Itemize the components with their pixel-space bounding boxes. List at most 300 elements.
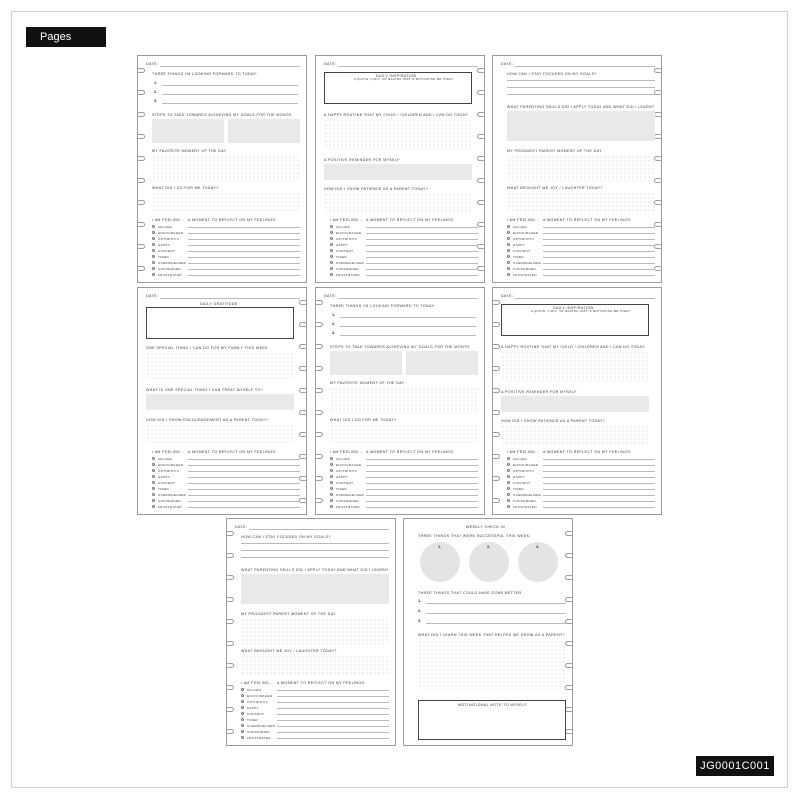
mood-checkbox[interactable] bbox=[507, 481, 510, 484]
feeling-label: I AM FEELING... bbox=[241, 681, 274, 685]
disc-ring bbox=[492, 388, 500, 393]
for-me-label: WHAT DID I DO FOR ME TODAY? bbox=[330, 418, 397, 422]
reflect-line bbox=[277, 738, 389, 739]
mood-label: HAPPY bbox=[513, 242, 526, 247]
mood-checkbox[interactable] bbox=[507, 487, 510, 490]
circle-num-3: 3. bbox=[536, 544, 540, 549]
mood-label: ENCOURAGED bbox=[513, 230, 539, 235]
disc-ring bbox=[137, 200, 145, 205]
reflect-line bbox=[543, 477, 655, 478]
disc-ring bbox=[654, 68, 662, 73]
mood-label: VALUED bbox=[158, 224, 173, 229]
mood-checkbox[interactable] bbox=[330, 255, 333, 258]
reflect-line bbox=[543, 257, 655, 258]
disc-ring-column bbox=[315, 288, 323, 514]
reflect-line bbox=[188, 483, 300, 484]
feeling-label: I AM FEELING... bbox=[152, 218, 185, 222]
goals-label: STEPS TO TAKE TOWARDS ACHIEVING MY GOALS FOR THE MONTH bbox=[330, 345, 470, 349]
reflect-line bbox=[543, 495, 655, 496]
mood-label: FRUSTRATED bbox=[158, 272, 182, 277]
planner-page-5 bbox=[315, 287, 485, 515]
joy-label: WHAT BROUGHT ME JOY / LAUGHTER TODAY? bbox=[241, 649, 337, 653]
mood-label: OVERWHELMED bbox=[158, 492, 187, 497]
disc-ring bbox=[226, 553, 234, 558]
mood-label: FRUSTRATED bbox=[336, 272, 360, 277]
mood-checkbox[interactable] bbox=[152, 243, 155, 246]
disc-ring bbox=[315, 344, 323, 349]
reflect-line bbox=[277, 696, 389, 697]
mood-label: FRUSTRATED bbox=[513, 272, 537, 277]
mood-checkbox[interactable] bbox=[507, 225, 510, 228]
circle-num-1: 1. bbox=[438, 544, 442, 549]
disc-ring bbox=[137, 156, 145, 161]
mood-checkbox[interactable] bbox=[152, 237, 155, 240]
planner-page-2 bbox=[315, 55, 485, 283]
mood-label: VALUED bbox=[513, 456, 528, 461]
mood-checkbox[interactable] bbox=[330, 267, 333, 270]
planner-page-3 bbox=[492, 55, 662, 283]
mood-checkbox[interactable] bbox=[507, 505, 510, 508]
mood-label: CONTENT bbox=[158, 480, 176, 485]
disc-ring bbox=[565, 707, 573, 712]
mood-checkbox[interactable] bbox=[507, 463, 510, 466]
disc-ring bbox=[299, 300, 307, 305]
disc-ring bbox=[299, 454, 307, 459]
date-label: DATE: bbox=[501, 62, 514, 66]
mood-checkbox[interactable] bbox=[330, 469, 333, 472]
disc-ring-column bbox=[226, 519, 234, 745]
disc-ring bbox=[477, 222, 485, 227]
planner-page-6 bbox=[492, 287, 662, 515]
mood-checkbox[interactable] bbox=[330, 457, 333, 460]
reflect-line bbox=[543, 459, 655, 460]
goals-label: STEPS TO TAKE TOWARDS ACHIEVING MY GOALS FOR THE MONTH bbox=[152, 113, 292, 117]
mood-checkbox[interactable] bbox=[152, 463, 155, 466]
mood-checkbox[interactable] bbox=[152, 261, 155, 264]
patience-label: HOW DID I SHOW PATIENCE AS A PARENT TODAY? bbox=[501, 419, 606, 423]
mood-label: HAPPY bbox=[247, 705, 260, 710]
mood-checkbox[interactable] bbox=[241, 718, 244, 721]
disc-ring bbox=[492, 410, 500, 415]
reflect-line bbox=[188, 507, 300, 508]
reflect-line bbox=[188, 459, 300, 460]
mood-label: FRUSTRATED bbox=[247, 735, 271, 740]
disc-ring bbox=[315, 410, 323, 415]
reflect-label: A MOMENT TO REFLECT ON MY FEELINGS: bbox=[543, 218, 632, 222]
disc-ring bbox=[654, 112, 662, 117]
mood-checkbox[interactable] bbox=[507, 475, 510, 478]
mood-label: OVERWHELMED bbox=[513, 492, 542, 497]
inspiration-title: DAILY INSPIRATION bbox=[553, 306, 594, 310]
mood-checkbox[interactable] bbox=[507, 499, 510, 502]
disc-ring bbox=[315, 388, 323, 393]
mood-checkbox[interactable] bbox=[330, 463, 333, 466]
mood-label: OPTIMISTIC bbox=[513, 468, 535, 473]
mood-checkbox[interactable] bbox=[241, 736, 244, 739]
disc-ring bbox=[137, 90, 145, 95]
reflect-line bbox=[366, 483, 478, 484]
mood-label: CONCERNED bbox=[158, 266, 181, 271]
disc-ring bbox=[492, 300, 500, 305]
mood-checkbox[interactable] bbox=[152, 255, 155, 258]
mood-checkbox[interactable] bbox=[152, 499, 155, 502]
circle-num-2: 2. bbox=[487, 544, 491, 549]
disc-ring bbox=[299, 366, 307, 371]
mood-checkbox[interactable] bbox=[330, 493, 333, 496]
mood-label: OVERWHELMED bbox=[336, 492, 365, 497]
disc-ring bbox=[315, 300, 323, 305]
disc-ring bbox=[492, 476, 500, 481]
date-label: DATE: bbox=[146, 294, 159, 298]
disc-ring-column bbox=[477, 56, 485, 282]
disc-ring bbox=[565, 641, 573, 646]
reflect-line bbox=[366, 269, 478, 270]
disc-ring bbox=[299, 498, 307, 503]
reflect-label: A MOMENT TO REFLECT ON MY FEELINGS: bbox=[543, 450, 632, 454]
pages-label: Pages bbox=[26, 27, 106, 47]
patience-label: HOW DID I SHOW PATIENCE AS A PARENT TODAY? bbox=[324, 187, 429, 191]
mood-label: VALUED bbox=[158, 456, 173, 461]
mood-label: CONTENT bbox=[513, 480, 531, 485]
reminder-label: A POSITIVE REMINDER FOR MYSELF bbox=[501, 390, 577, 394]
reflect-line bbox=[188, 275, 300, 276]
mood-checkbox[interactable] bbox=[507, 243, 510, 246]
reflect-label: A MOMENT TO REFLECT ON MY FEELINGS: bbox=[188, 218, 277, 222]
date-label: DATE: bbox=[146, 62, 159, 66]
disc-ring bbox=[226, 685, 234, 690]
routine-label: A HAPPY ROUTINE THAT MY CHILD / CHILDREN AND I CAN DO TODAY bbox=[501, 345, 645, 349]
mood-checkbox[interactable] bbox=[241, 730, 244, 733]
disc-ring bbox=[492, 322, 500, 327]
mood-checkbox[interactable] bbox=[241, 706, 244, 709]
mood-checkbox[interactable] bbox=[330, 505, 333, 508]
mood-checkbox[interactable] bbox=[241, 688, 244, 691]
weekly-title: WEEKLY CHECK-IN bbox=[466, 525, 506, 529]
mood-checkbox[interactable] bbox=[152, 231, 155, 234]
mood-checkbox[interactable] bbox=[507, 457, 510, 460]
disc-ring bbox=[137, 112, 145, 117]
disc-ring bbox=[226, 729, 234, 734]
disc-ring bbox=[654, 200, 662, 205]
disc-ring bbox=[315, 366, 323, 371]
reflect-line bbox=[277, 690, 389, 691]
reflect-label: A MOMENT TO REFLECT ON MY FEELINGS: bbox=[366, 450, 455, 454]
mood-label: CONCERNED bbox=[247, 729, 270, 734]
mood-label: VALUED bbox=[336, 224, 351, 229]
reflect-line bbox=[543, 251, 655, 252]
reflect-line bbox=[366, 257, 478, 258]
looking-forward-label: THREE THINGS I'M LOOKING FORWARD TO TODAY: bbox=[152, 72, 258, 76]
feeling-label: I AM FEELING... bbox=[507, 450, 540, 454]
reflect-line bbox=[188, 477, 300, 478]
disc-ring bbox=[226, 619, 234, 624]
disc-ring-column bbox=[492, 288, 500, 514]
mood-label: HAPPY bbox=[158, 242, 171, 247]
reflect-line bbox=[188, 465, 300, 466]
successful-label: THREE THINGS THAT WERE SUCCESSFUL THIS WEEK: bbox=[418, 534, 531, 538]
reflect-line bbox=[188, 257, 300, 258]
mood-label: OPTIMISTIC bbox=[336, 236, 358, 241]
better-num-3: 3. bbox=[418, 618, 422, 623]
mood-checkbox[interactable] bbox=[507, 273, 510, 276]
mood-label: ENCOURAGED bbox=[513, 462, 539, 467]
mood-checkbox[interactable] bbox=[330, 231, 333, 234]
reflect-line bbox=[543, 263, 655, 264]
disc-ring bbox=[226, 663, 234, 668]
reflect-line bbox=[366, 227, 478, 228]
mood-checkbox[interactable] bbox=[507, 493, 510, 496]
mood-label: CONCERNED bbox=[158, 498, 181, 503]
parenting-skills-label: WHAT PARENTING SKILLS DID I APPLY TODAY AND WHAT DID I LEARN? bbox=[241, 568, 389, 572]
mood-checkbox[interactable] bbox=[241, 694, 244, 697]
mood-label: TIRED bbox=[158, 254, 169, 259]
disc-ring bbox=[492, 498, 500, 503]
gone-better-label: THREE THINGS THAT COULD HAVE GONE BETTER bbox=[418, 591, 522, 595]
mood-label: HAPPY bbox=[336, 242, 349, 247]
mood-checkbox[interactable] bbox=[507, 237, 510, 240]
reflect-line bbox=[543, 227, 655, 228]
reflect-line bbox=[543, 233, 655, 234]
mood-label: TIRED bbox=[336, 254, 347, 259]
reflect-line bbox=[188, 263, 300, 264]
mood-checkbox[interactable] bbox=[330, 237, 333, 240]
disc-ring bbox=[565, 553, 573, 558]
mood-label: CONTENT bbox=[158, 248, 176, 253]
reflect-label: A MOMENT TO REFLECT ON MY FEELINGS: bbox=[188, 450, 277, 454]
mood-label: VALUED bbox=[247, 687, 262, 692]
mood-checkbox[interactable] bbox=[152, 225, 155, 228]
reflect-line bbox=[543, 245, 655, 246]
mood-checkbox[interactable] bbox=[152, 481, 155, 484]
disc-ring bbox=[477, 200, 485, 205]
mood-checkbox[interactable] bbox=[152, 273, 155, 276]
reflect-line bbox=[366, 251, 478, 252]
reflect-line bbox=[188, 233, 300, 234]
reflect-label: A MOMENT TO REFLECT ON MY FEELINGS: bbox=[277, 681, 366, 685]
mood-checkbox[interactable] bbox=[330, 499, 333, 502]
disc-ring bbox=[565, 597, 573, 602]
reflect-line bbox=[188, 227, 300, 228]
mood-label: TIRED bbox=[158, 486, 169, 491]
disc-ring bbox=[137, 68, 145, 73]
date-label: DATE: bbox=[235, 525, 248, 529]
reflect-line bbox=[543, 507, 655, 508]
disc-ring bbox=[477, 68, 485, 73]
reflect-line bbox=[188, 495, 300, 496]
reflect-line bbox=[543, 239, 655, 240]
reflect-line bbox=[543, 489, 655, 490]
mood-checkbox[interactable] bbox=[330, 249, 333, 252]
reflect-line bbox=[366, 459, 478, 460]
feeling-label: I AM FEELING... bbox=[330, 218, 363, 222]
mood-label: ENCOURAGED bbox=[247, 693, 273, 698]
reflect-line bbox=[366, 477, 478, 478]
disc-ring bbox=[137, 134, 145, 139]
reflect-line bbox=[188, 239, 300, 240]
disc-ring bbox=[315, 498, 323, 503]
parenting-skills-label: WHAT PARENTING SKILLS DID I APPLY TODAY AND WHAT DID I LEARN? bbox=[507, 105, 655, 109]
reflect-line bbox=[366, 275, 478, 276]
reflect-line bbox=[277, 702, 389, 703]
reflect-line bbox=[366, 263, 478, 264]
disc-ring-column bbox=[137, 56, 145, 282]
mood-checkbox[interactable] bbox=[152, 469, 155, 472]
reminder-label: A POSITIVE REMINDER FOR MYSELF bbox=[324, 158, 400, 162]
disc-ring bbox=[137, 266, 145, 271]
mood-label: FRUSTRATED bbox=[513, 504, 537, 509]
mood-label: TIRED bbox=[247, 717, 258, 722]
reflect-line bbox=[543, 269, 655, 270]
disc-ring-column bbox=[565, 519, 573, 745]
reflect-line bbox=[277, 720, 389, 721]
reflect-line bbox=[366, 501, 478, 502]
reflect-line bbox=[543, 483, 655, 484]
mood-checkbox[interactable] bbox=[152, 487, 155, 490]
reflect-line bbox=[366, 507, 478, 508]
disc-ring bbox=[315, 476, 323, 481]
mood-checkbox[interactable] bbox=[507, 261, 510, 264]
disc-ring bbox=[565, 729, 573, 734]
focused-label: HOW CAN I STAY FOCUSED ON MY GOALS? bbox=[241, 535, 331, 539]
disc-ring bbox=[492, 454, 500, 459]
reflect-line bbox=[366, 471, 478, 472]
better-num-2: 2. bbox=[418, 608, 422, 613]
mood-label: OVERWHELMED bbox=[247, 723, 276, 728]
mood-checkbox[interactable] bbox=[152, 493, 155, 496]
disc-ring bbox=[654, 90, 662, 95]
mood-label: CONTENT bbox=[247, 711, 265, 716]
disc-ring bbox=[137, 222, 145, 227]
reflect-line bbox=[188, 245, 300, 246]
mood-checkbox[interactable] bbox=[507, 249, 510, 252]
treat-myself-label: WHAT IS ONE SPECIAL THING I CAN TREAT MYSELF TO? bbox=[146, 388, 263, 392]
date-label: DATE: bbox=[501, 294, 514, 298]
mood-label: OPTIMISTIC bbox=[247, 699, 269, 704]
mood-checkbox[interactable] bbox=[152, 475, 155, 478]
mood-label: CONTENT bbox=[336, 248, 354, 253]
reflect-line bbox=[543, 465, 655, 466]
mood-label: FRUSTRATED bbox=[158, 504, 182, 509]
mood-checkbox[interactable] bbox=[152, 249, 155, 252]
disc-ring bbox=[299, 388, 307, 393]
mood-checkbox[interactable] bbox=[152, 505, 155, 508]
reflect-line bbox=[277, 732, 389, 733]
mood-label: CONCERNED bbox=[513, 266, 536, 271]
mood-label: CONTENT bbox=[513, 248, 531, 253]
planner-page-7 bbox=[226, 518, 396, 746]
disc-ring bbox=[477, 244, 485, 249]
mood-label: TIRED bbox=[513, 254, 524, 259]
mood-label: CONTENT bbox=[336, 480, 354, 485]
disc-ring bbox=[477, 156, 485, 161]
reflect-line bbox=[188, 471, 300, 472]
disc-ring-column bbox=[654, 56, 662, 282]
disc-ring bbox=[226, 597, 234, 602]
disc-ring bbox=[477, 266, 485, 271]
mood-checkbox[interactable] bbox=[507, 469, 510, 472]
mood-checkbox[interactable] bbox=[330, 225, 333, 228]
disc-ring bbox=[492, 344, 500, 349]
mood-checkbox[interactable] bbox=[241, 712, 244, 715]
planner-page-1 bbox=[137, 55, 307, 283]
disc-ring bbox=[137, 178, 145, 183]
disc-ring bbox=[299, 322, 307, 327]
reflect-line bbox=[277, 714, 389, 715]
num-2: 2. bbox=[154, 89, 158, 94]
disc-ring bbox=[299, 344, 307, 349]
disc-ring bbox=[565, 575, 573, 580]
disc-ring bbox=[565, 685, 573, 690]
mood-label: CONCERNED bbox=[336, 498, 359, 503]
date-label: DATE: bbox=[324, 294, 337, 298]
product-code: JG0001C001 bbox=[696, 756, 774, 776]
disc-ring bbox=[565, 531, 573, 536]
disc-ring bbox=[299, 432, 307, 437]
mood-label: OPTIMISTIC bbox=[336, 468, 358, 473]
disc-ring bbox=[137, 244, 145, 249]
num-3: 3. bbox=[332, 330, 336, 335]
mood-checkbox[interactable] bbox=[330, 243, 333, 246]
disc-ring bbox=[315, 322, 323, 327]
disc-ring bbox=[654, 178, 662, 183]
disc-ring bbox=[226, 575, 234, 580]
mood-checkbox[interactable] bbox=[330, 487, 333, 490]
disc-ring bbox=[299, 476, 307, 481]
mood-checkbox[interactable] bbox=[152, 267, 155, 270]
disc-ring bbox=[565, 663, 573, 668]
feeling-label: I AM FEELING... bbox=[330, 450, 363, 454]
mood-checkbox[interactable] bbox=[507, 255, 510, 258]
mood-checkbox[interactable] bbox=[507, 267, 510, 270]
routine-label: A HAPPY ROUTINE THAT MY CHILD / CHILDREN AND I CAN DO TODAY bbox=[324, 113, 468, 117]
disc-ring bbox=[492, 366, 500, 371]
planner-page-4 bbox=[137, 287, 307, 515]
mood-label: FRUSTRATED bbox=[336, 504, 360, 509]
num-1: 1. bbox=[332, 312, 336, 317]
favorite-moment-label: MY FAVORITE MOMENT OF THE DAY bbox=[330, 381, 405, 385]
mood-checkbox[interactable] bbox=[507, 231, 510, 234]
mood-checkbox[interactable] bbox=[152, 457, 155, 460]
reflect-line bbox=[366, 495, 478, 496]
disc-ring bbox=[299, 410, 307, 415]
mood-checkbox[interactable] bbox=[330, 273, 333, 276]
reflect-line bbox=[366, 245, 478, 246]
inspiration-title: DAILY INSPIRATION bbox=[376, 74, 417, 78]
reflect-line bbox=[543, 275, 655, 276]
num-2: 2. bbox=[332, 321, 336, 326]
disc-ring bbox=[477, 134, 485, 139]
joy-label: WHAT BROUGHT ME JOY / LAUGHTER TODAY? bbox=[507, 186, 603, 190]
mood-checkbox[interactable] bbox=[241, 724, 244, 727]
mood-checkbox[interactable] bbox=[330, 261, 333, 264]
mood-checkbox[interactable] bbox=[330, 481, 333, 484]
better-num-1: 1. bbox=[418, 598, 422, 603]
disc-ring bbox=[315, 454, 323, 459]
special-thing-label: ONE SPECIAL THING I CAN DO FOR MY FAMILY THIS WEEK bbox=[146, 346, 268, 350]
proudest-label: MY PROUDEST PARENT MOMENT OF THE DAY bbox=[241, 612, 337, 616]
disc-ring bbox=[654, 244, 662, 249]
encouragement-label: HOW DID I SHOW ENCOURAGEMENT AS A PARENT TODAY? bbox=[146, 418, 269, 422]
num-3: 3. bbox=[154, 98, 158, 103]
reflect-line bbox=[366, 233, 478, 234]
mood-label: OVERWHELMED bbox=[158, 260, 187, 265]
mood-label: ENCOURAGED bbox=[336, 230, 362, 235]
looking-forward-label: THREE THINGS I'M LOOKING FORWARD TO TODAY: bbox=[330, 304, 436, 308]
disc-ring bbox=[654, 222, 662, 227]
mood-label: ENCOURAGED bbox=[158, 462, 184, 467]
mood-checkbox[interactable] bbox=[330, 475, 333, 478]
mood-checkbox[interactable] bbox=[241, 700, 244, 703]
